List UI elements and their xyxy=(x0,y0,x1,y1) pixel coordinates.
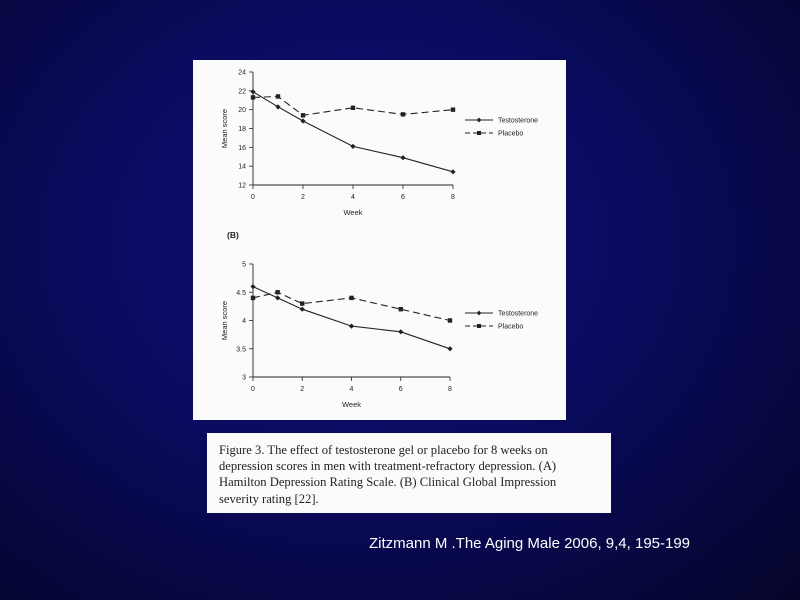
data-point-square xyxy=(451,107,455,111)
data-point-diamond xyxy=(349,324,354,329)
y-tick-label: 3.5 xyxy=(236,346,246,354)
legend-marker-diamond xyxy=(477,311,482,316)
y-tick-label: 24 xyxy=(238,69,246,77)
y-tick-label: 18 xyxy=(238,126,246,133)
y-axis-label: Mean score xyxy=(220,300,229,341)
data-point-square xyxy=(448,318,452,322)
data-point-diamond xyxy=(300,118,305,123)
chart-a xyxy=(220,70,538,218)
series-line xyxy=(253,92,453,172)
chart-b xyxy=(220,230,538,409)
figure-panel xyxy=(193,60,566,420)
x-tick-label: 8 xyxy=(448,386,452,393)
caption-box xyxy=(207,433,611,513)
x-tick-label: 0 xyxy=(251,194,255,201)
data-point-diamond xyxy=(250,89,255,94)
data-point-diamond xyxy=(400,155,405,160)
data-point-diamond xyxy=(250,284,255,289)
chart-title: (B) xyxy=(227,230,239,240)
legend-marker-square xyxy=(477,324,481,328)
x-tick-label: 2 xyxy=(300,386,305,393)
data-point-square xyxy=(251,296,255,300)
legend-label: Placebo xyxy=(498,130,524,138)
data-point-diamond xyxy=(275,295,280,300)
citation: Zitzmann M .The Aging Male 2006, 9,4, 195-199 xyxy=(369,535,691,552)
data-point-diamond xyxy=(275,104,280,109)
x-tick-label: 8 xyxy=(451,194,455,201)
y-tick-label: 16 xyxy=(238,144,246,152)
legend-label: Testosterone xyxy=(498,310,539,318)
x-tick-label: 4 xyxy=(351,194,355,201)
chart-svg xyxy=(193,60,566,420)
legend-label: Testosterone xyxy=(498,117,539,125)
y-tick-label: 12 xyxy=(238,182,246,190)
data-point-square xyxy=(349,296,353,300)
x-tick-label: 6 xyxy=(398,386,403,393)
data-point-diamond xyxy=(300,307,305,312)
figure-caption: Figure 3. The effect of testosterone gel or placebo for 8 weeks on depression scores in men with treatment-refractory depression. (A) Hamilton Depression Rating Scale. (B) Clinical Global Impression severity rating [22]. xyxy=(219,443,557,506)
x-axis-label: Week xyxy=(343,208,363,217)
y-tick-label: 4.5 xyxy=(236,289,246,297)
data-point-square xyxy=(251,95,255,99)
data-point-diamond xyxy=(398,329,403,334)
data-point-square xyxy=(351,106,355,110)
data-point-diamond xyxy=(450,169,455,174)
y-axis-label: Mean score xyxy=(220,108,229,149)
x-axis-label: Week xyxy=(341,400,362,409)
legend-label: Placebo xyxy=(498,323,524,331)
y-tick-label: 14 xyxy=(238,163,246,171)
y-tick-label: 4 xyxy=(242,318,246,325)
data-point-square xyxy=(399,307,403,311)
data-point-square xyxy=(301,113,305,117)
data-point-square xyxy=(300,301,304,305)
y-tick-label: 5 xyxy=(242,261,246,269)
x-tick-label: 0 xyxy=(251,386,255,393)
data-point-square xyxy=(275,290,279,294)
x-tick-label: 6 xyxy=(401,194,405,201)
legend-marker-square xyxy=(477,131,481,135)
y-tick-label: 22 xyxy=(238,88,246,96)
x-tick-label: 2 xyxy=(301,194,305,201)
y-tick-label: 20 xyxy=(238,107,246,115)
legend-marker-diamond xyxy=(477,118,482,123)
y-tick-label: 3 xyxy=(242,374,246,382)
x-tick-label: 4 xyxy=(349,386,354,393)
data-point-square xyxy=(401,112,405,116)
data-point-square xyxy=(276,94,280,98)
data-point-diamond xyxy=(350,144,355,149)
data-point-diamond xyxy=(447,346,452,351)
